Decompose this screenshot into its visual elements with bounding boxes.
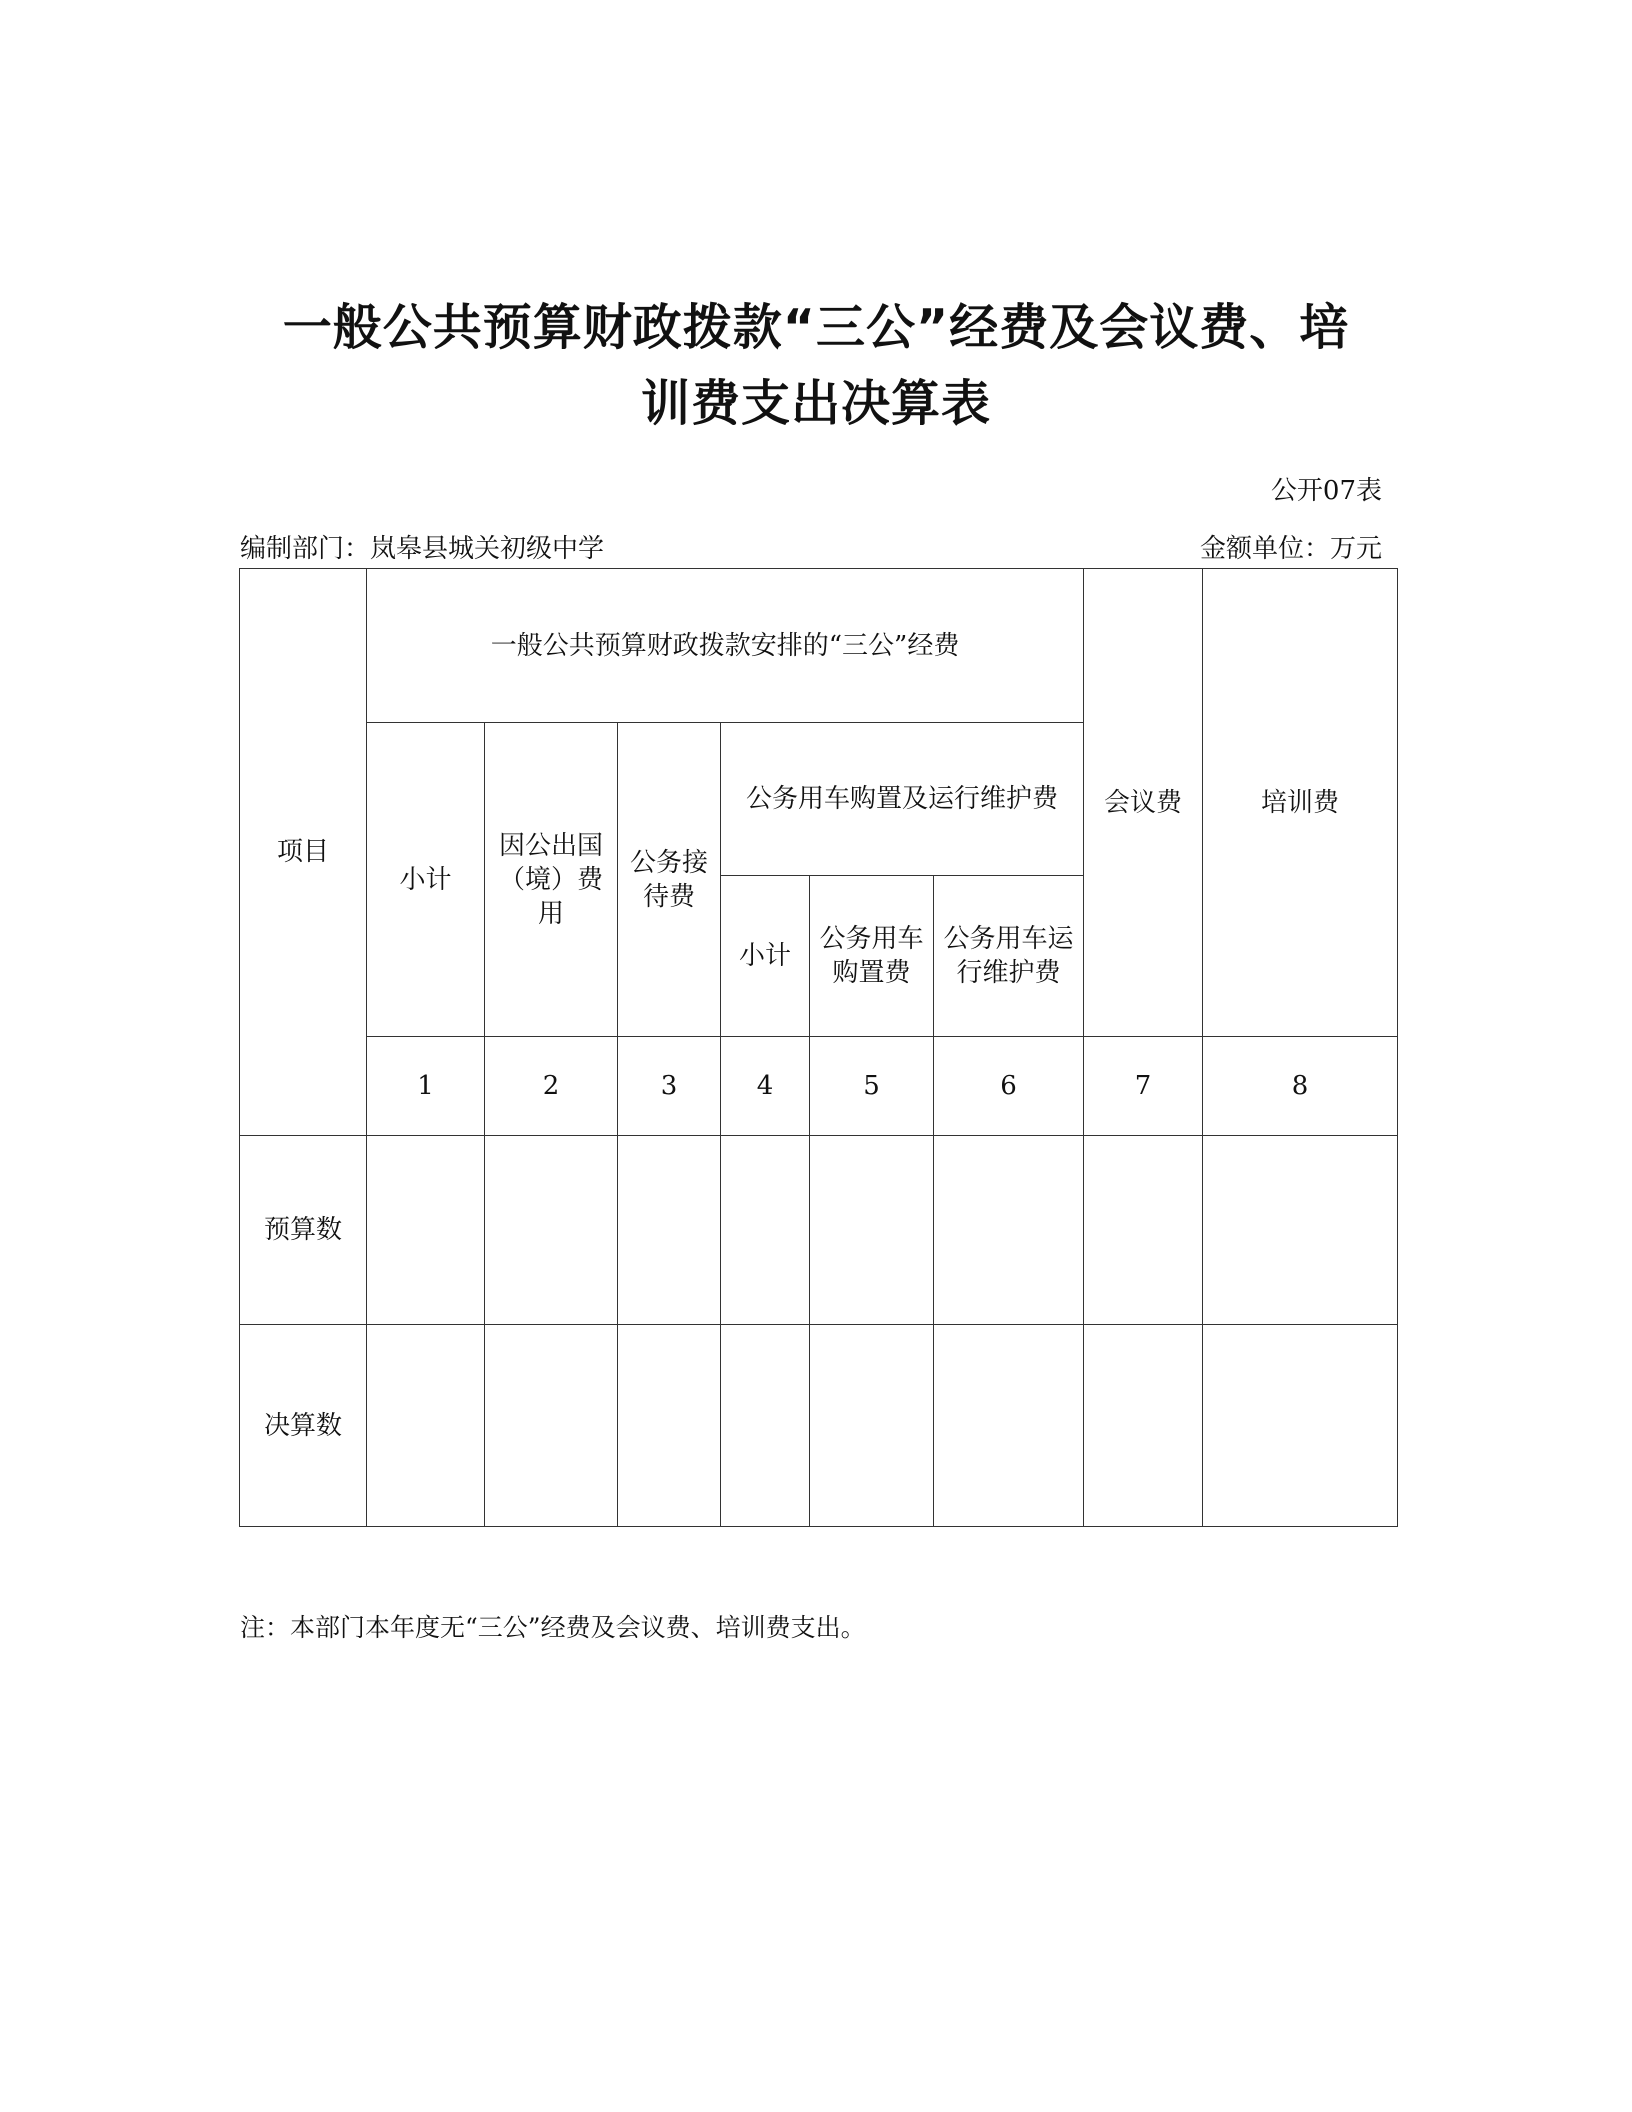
- department-label: 编制部门：岚皋县城关初级中学: [240, 534, 605, 564]
- table-cell: [721, 1136, 810, 1325]
- column-number: 4: [721, 1037, 810, 1136]
- column-number: 2: [485, 1037, 618, 1136]
- column-number: 5: [810, 1037, 934, 1136]
- header-vehicle-purchase-line-2: 购置费: [832, 958, 911, 988]
- header-three-public-group: 一般公共预算财政拨款安排的“三公”经费: [367, 569, 1084, 723]
- table-cell: [485, 1325, 618, 1527]
- page-title: [0, 290, 1632, 442]
- header-vehicle-maint-line-1: 公务用车运: [943, 924, 1074, 954]
- header-reception-line-1: 公务接: [629, 847, 708, 878]
- table-cell: [1084, 1325, 1203, 1527]
- table-row: [240, 1136, 1398, 1325]
- table-cell: [934, 1136, 1084, 1325]
- row-label-final: 决算数: [240, 1325, 367, 1527]
- header-vehicle-purchase: [810, 876, 934, 1037]
- header-vehicle-purchase-line-1: 公务用车: [819, 924, 924, 954]
- header-vehicle-subtotal: 小计: [721, 876, 810, 1037]
- table-cell: [367, 1136, 485, 1325]
- header-reception: [618, 723, 721, 1037]
- table-cell: [934, 1325, 1084, 1527]
- column-number: 6: [934, 1037, 1084, 1136]
- header-meeting: 会议费: [1084, 569, 1203, 1037]
- header-vehicle-maint-line-2: 行维护费: [956, 958, 1061, 988]
- form-number: 公开07表: [1270, 476, 1382, 506]
- header-training: 培训费: [1203, 569, 1398, 1037]
- table-cell: [1203, 1136, 1398, 1325]
- table-cell: [485, 1136, 618, 1325]
- table-cell: [1084, 1136, 1203, 1325]
- header-overseas-line-1: 因公出国: [498, 830, 603, 861]
- title-line-2: 训费支出决算表: [640, 375, 991, 432]
- table-cell: [810, 1325, 934, 1527]
- table-cell: [1203, 1325, 1398, 1527]
- footnote: 注：本部门本年度无“三公”经费及会议费、培训费支出。: [240, 1613, 866, 1642]
- table-cell: [810, 1136, 934, 1325]
- header-vehicle-group: 公务用车购置及运行维护费: [721, 723, 1084, 876]
- header-subtotal: 小计: [367, 723, 485, 1037]
- column-number: 7: [1084, 1037, 1203, 1136]
- table-row: [240, 1325, 1398, 1527]
- column-number: 3: [618, 1037, 721, 1136]
- column-number: 1: [367, 1037, 485, 1136]
- column-number: 8: [1203, 1037, 1398, 1136]
- header-reception-line-2: 待费: [642, 881, 695, 912]
- table-cell: [618, 1136, 721, 1325]
- table-cell: [721, 1325, 810, 1527]
- row-label-budget: 预算数: [240, 1136, 367, 1325]
- expense-table: [239, 568, 1398, 1527]
- header-item: 项目: [240, 569, 367, 1136]
- header-overseas: [485, 723, 618, 1037]
- table-cell: [367, 1325, 485, 1527]
- unit-label: 金额单位：万元: [1199, 534, 1382, 564]
- header-vehicle-maintenance: [934, 876, 1084, 1037]
- title-line-1: 一般公共预算财政拨款“三公”经费及会议费、培: [282, 299, 1350, 356]
- table-cell: [618, 1325, 721, 1527]
- header-overseas-line-2: （境）费用: [498, 864, 603, 929]
